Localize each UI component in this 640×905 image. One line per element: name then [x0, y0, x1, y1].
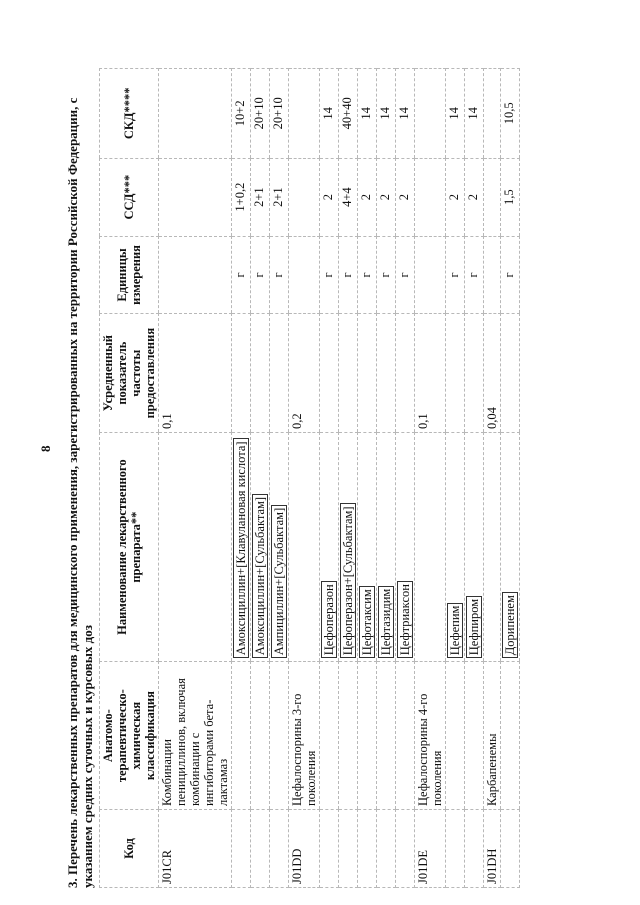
- cell-ssd: [159, 158, 232, 236]
- cell-frequency: [484, 314, 501, 433]
- cell-skd: [289, 69, 320, 159]
- cell-name: [465, 433, 484, 662]
- cell-frequency: [358, 314, 377, 433]
- cell-ssd: [484, 158, 501, 236]
- cell-code: [320, 810, 339, 888]
- cell-code: [251, 810, 270, 888]
- cell-frequency-text: 0,1: [416, 413, 430, 429]
- table-row: [396, 69, 415, 888]
- cell-ssd: [377, 158, 396, 236]
- cell-skd: [446, 69, 465, 159]
- cell-ssd: [396, 158, 415, 236]
- header-atc: Анатомо-терапевтическо-химическая классификация: [100, 662, 159, 810]
- table-row: [501, 69, 520, 888]
- rotated-page: [65, 18, 625, 888]
- cell-ssd: [465, 158, 484, 236]
- cell-ssd: [446, 158, 465, 236]
- cell-skd: [358, 69, 377, 159]
- table-row: [232, 69, 251, 888]
- cell-atc: [358, 662, 377, 810]
- cell-unit-text: г: [271, 272, 285, 278]
- cell-name-text: Цефтриаксон: [397, 581, 413, 658]
- cell-skd-text: 20+10: [271, 97, 285, 130]
- cell-name-text: Цефоперазон: [321, 581, 337, 658]
- cell-code: [358, 810, 377, 888]
- header-unit: Единицы измерения: [100, 236, 159, 314]
- cell-frequency: [501, 314, 520, 433]
- cell-unit: [232, 236, 251, 314]
- cell-code-text: J01DE: [416, 849, 430, 884]
- cell-ssd: [251, 158, 270, 236]
- cell-ssd-text: 2: [359, 194, 373, 201]
- cell-frequency: [415, 314, 446, 433]
- cell-atc: [270, 662, 289, 810]
- cell-skd: [159, 69, 232, 159]
- cell-code: [270, 810, 289, 888]
- cell-ssd: [501, 158, 520, 236]
- cell-code: [159, 810, 232, 888]
- cell-name-text: Цефепим: [447, 603, 463, 659]
- cell-unit-text: г: [233, 272, 247, 278]
- cell-ssd-text: 2: [447, 194, 461, 201]
- cell-unit: [339, 236, 358, 314]
- cell-skd: [270, 69, 289, 159]
- cell-name: [339, 433, 358, 662]
- header-code: Код: [100, 810, 159, 888]
- cell-atc: [289, 662, 320, 810]
- cell-unit-text: г: [502, 272, 516, 278]
- cell-name: [415, 433, 446, 662]
- cell-skd-text: 14: [447, 107, 461, 120]
- cell-atc: [465, 662, 484, 810]
- cell-frequency: [339, 314, 358, 433]
- cell-name: [484, 433, 501, 662]
- table-row: [465, 69, 484, 888]
- cell-ssd-text: 2+1: [252, 187, 266, 207]
- cell-frequency: [232, 314, 251, 433]
- cell-atc-text: Цефалоспорины 3-го поколения: [290, 693, 318, 807]
- cell-name: [320, 433, 339, 662]
- cell-name-text: Амоксициллин+[Клавулановая кислота]: [233, 438, 249, 658]
- cell-unit: [377, 236, 396, 314]
- cell-atc: [377, 662, 396, 810]
- cell-ssd-text: 1+0,2: [233, 182, 247, 212]
- cell-ssd-text: 2: [397, 194, 411, 201]
- cell-unit: [446, 236, 465, 314]
- cell-code: [501, 810, 520, 888]
- cell-skd: [339, 69, 358, 159]
- cell-skd: [251, 69, 270, 159]
- cell-atc: [159, 662, 232, 810]
- cell-atc: [415, 662, 446, 810]
- cell-unit-text: г: [447, 272, 461, 278]
- cell-skd: [415, 69, 446, 159]
- cell-name: [232, 433, 251, 662]
- cell-name: [446, 433, 465, 662]
- cell-ssd-text: 4+4: [340, 187, 354, 207]
- cell-name-text: Амоксициллин+[Сульбактам]: [252, 494, 268, 658]
- cell-ssd-text: 1,5: [502, 189, 516, 205]
- cell-code: [446, 810, 465, 888]
- cell-frequency: [446, 314, 465, 433]
- cell-ssd: [358, 158, 377, 236]
- header-frequency: Усредненный показатель частоты предоставления: [100, 314, 159, 433]
- cell-name-text: Цефпиром: [466, 596, 482, 658]
- cell-skd-text: 14: [359, 107, 373, 120]
- cell-unit: [320, 236, 339, 314]
- table-row: [270, 69, 289, 888]
- cell-unit: [484, 236, 501, 314]
- cell-skd-text: 20+10: [252, 97, 266, 130]
- cell-ssd-text: 2: [378, 194, 392, 201]
- cell-ssd: [270, 158, 289, 236]
- cell-frequency: [377, 314, 396, 433]
- table-row: [446, 69, 465, 888]
- cell-name: [377, 433, 396, 662]
- cell-atc: [396, 662, 415, 810]
- cell-code: [289, 810, 320, 888]
- cell-unit: [289, 236, 320, 314]
- cell-skd: [320, 69, 339, 159]
- header-name: Наименование лекарственного препарата**: [100, 433, 159, 662]
- cell-skd: [465, 69, 484, 159]
- cell-code: [415, 810, 446, 888]
- cell-ssd-text: 2: [466, 194, 480, 201]
- document-title: 3. Перечень лекарственных препаратов для медицинского применения, зарегистрированных на территории Российской Федерации, с указанием средних суточных и курсовых доз: [65, 97, 95, 888]
- cell-skd: [232, 69, 251, 159]
- cell-name: [289, 433, 320, 662]
- cell-atc-text: Цефалоспорины 4-го поколения: [416, 693, 444, 807]
- cell-atc: [251, 662, 270, 810]
- cell-unit: [501, 236, 520, 314]
- cell-name: [358, 433, 377, 662]
- page-number: 8: [38, 445, 53, 452]
- header-skd: СКД****: [100, 69, 159, 159]
- cell-unit-text: г: [378, 272, 392, 278]
- cell-unit-text: г: [340, 272, 354, 278]
- cell-skd-text: 14: [466, 107, 480, 120]
- cell-frequency: [159, 314, 232, 433]
- cell-unit-text: г: [321, 272, 335, 278]
- cell-unit: [270, 236, 289, 314]
- table-row: [484, 69, 501, 888]
- cell-name: [270, 433, 289, 662]
- cell-unit: [159, 236, 232, 314]
- cell-atc: [320, 662, 339, 810]
- cell-code: [377, 810, 396, 888]
- table-row: [159, 69, 232, 888]
- cell-unit-text: г: [397, 272, 411, 278]
- cell-frequency: [320, 314, 339, 433]
- cell-frequency: [465, 314, 484, 433]
- cell-unit: [465, 236, 484, 314]
- cell-skd-text: 40+40: [340, 97, 354, 130]
- cell-name-text: Дорипенем: [502, 592, 518, 658]
- cell-skd: [396, 69, 415, 159]
- cell-name: [501, 433, 520, 662]
- cell-name: [251, 433, 270, 662]
- cell-name-text: Цефоперазон+[Сульбактам]: [340, 503, 356, 658]
- cell-code: [339, 810, 358, 888]
- cell-skd-text: 10+2: [233, 100, 247, 127]
- cell-ssd: [289, 158, 320, 236]
- cell-frequency: [396, 314, 415, 433]
- cell-ssd: [320, 158, 339, 236]
- cell-skd: [377, 69, 396, 159]
- cell-unit-text: г: [252, 272, 266, 278]
- cell-unit-text: г: [466, 272, 480, 278]
- cell-unit: [415, 236, 446, 314]
- cell-unit: [358, 236, 377, 314]
- cell-atc: [484, 662, 501, 810]
- table-row: [415, 69, 446, 888]
- cell-atc: [501, 662, 520, 810]
- cell-code-text: J01DD: [290, 848, 304, 884]
- cell-unit-text: г: [359, 272, 373, 278]
- table-row: [339, 69, 358, 888]
- cell-atc-text: Карбапенемы: [485, 733, 499, 807]
- cell-ssd: [415, 158, 446, 236]
- cell-frequency: [289, 314, 320, 433]
- drug-table: [99, 68, 520, 888]
- cell-ssd-text: 2: [321, 194, 335, 201]
- cell-ssd: [232, 158, 251, 236]
- table-row: [320, 69, 339, 888]
- cell-name: [159, 433, 232, 662]
- cell-code: [396, 810, 415, 888]
- cell-name-text: Цефотаксим: [359, 586, 375, 658]
- table-row: [377, 69, 396, 888]
- cell-unit: [251, 236, 270, 314]
- cell-atc: [446, 662, 465, 810]
- cell-code-text: J01CR: [160, 849, 174, 884]
- cell-atc: [232, 662, 251, 810]
- cell-atc: [339, 662, 358, 810]
- cell-name-text: Цефтазидим: [378, 586, 394, 659]
- header-ssd: ССД***: [100, 158, 159, 236]
- cell-code: [232, 810, 251, 888]
- cell-unit: [396, 236, 415, 314]
- cell-frequency: [251, 314, 270, 433]
- cell-frequency: [270, 314, 289, 433]
- cell-ssd: [339, 158, 358, 236]
- cell-code: [465, 810, 484, 888]
- cell-code: [484, 810, 501, 888]
- cell-frequency-text: 0,04: [485, 407, 499, 429]
- cell-frequency-text: 0,2: [290, 413, 304, 429]
- table-row: [251, 69, 270, 888]
- table-body: [159, 69, 520, 888]
- cell-skd: [484, 69, 501, 159]
- cell-name-text: Ампициллин+[Сульбактам]: [271, 505, 287, 658]
- table-row: [289, 69, 320, 888]
- cell-code-text: J01DH: [485, 848, 499, 884]
- cell-skd-text: 14: [321, 107, 335, 120]
- cell-frequency-text: 0,1: [160, 413, 174, 429]
- cell-skd: [501, 69, 520, 159]
- table-row: [358, 69, 377, 888]
- cell-skd-text: 10,5: [502, 102, 516, 125]
- cell-skd-text: 14: [378, 107, 392, 120]
- table-header-row: [100, 69, 159, 888]
- cell-atc-text: Комбинации пенициллинов, включая комбинации с ингибиторами бета-лактамаз: [160, 678, 230, 807]
- cell-name: [396, 433, 415, 662]
- cell-ssd-text: 2+1: [271, 187, 285, 207]
- cell-skd-text: 14: [397, 107, 411, 120]
